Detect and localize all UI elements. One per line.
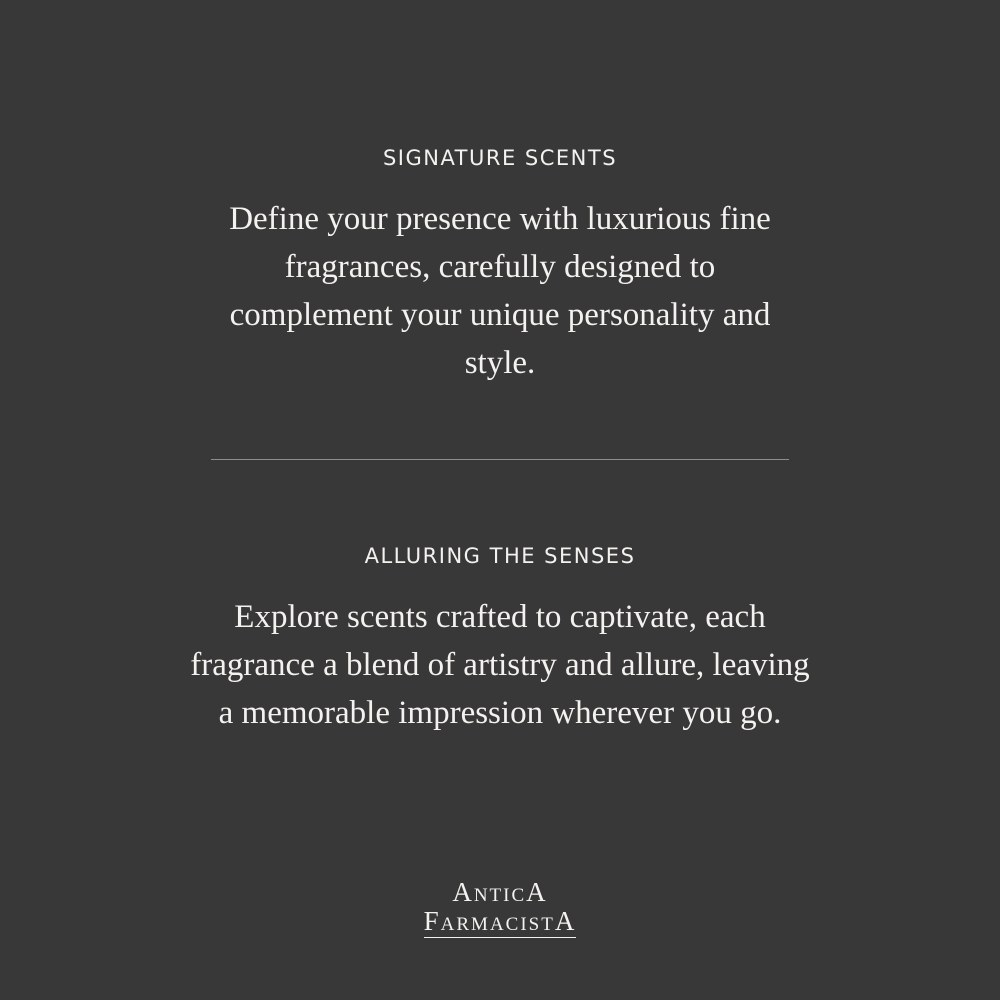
section-heading-signature-scents: SIGNATURE SCENTS bbox=[382, 146, 618, 170]
logo-line-farmacista: FarmacistA bbox=[423, 906, 577, 936]
section-body-signature-scents: Define your presence with luxurious fine fragrances, carefully designed to complement your unique personality and style. bbox=[229, 201, 771, 381]
section-heading-alluring-the-senses: ALLURING THE SENSES bbox=[364, 544, 636, 568]
logo-line-antica: AnticA bbox=[452, 877, 548, 907]
brand-logo bbox=[400, 878, 600, 938]
section-divider bbox=[211, 459, 789, 460]
section-body-alluring-the-senses: Explore scents crafted to captivate, each fragrance a blend of artistry and allure, leaving a memorable impression wherever you go. bbox=[190, 599, 810, 731]
